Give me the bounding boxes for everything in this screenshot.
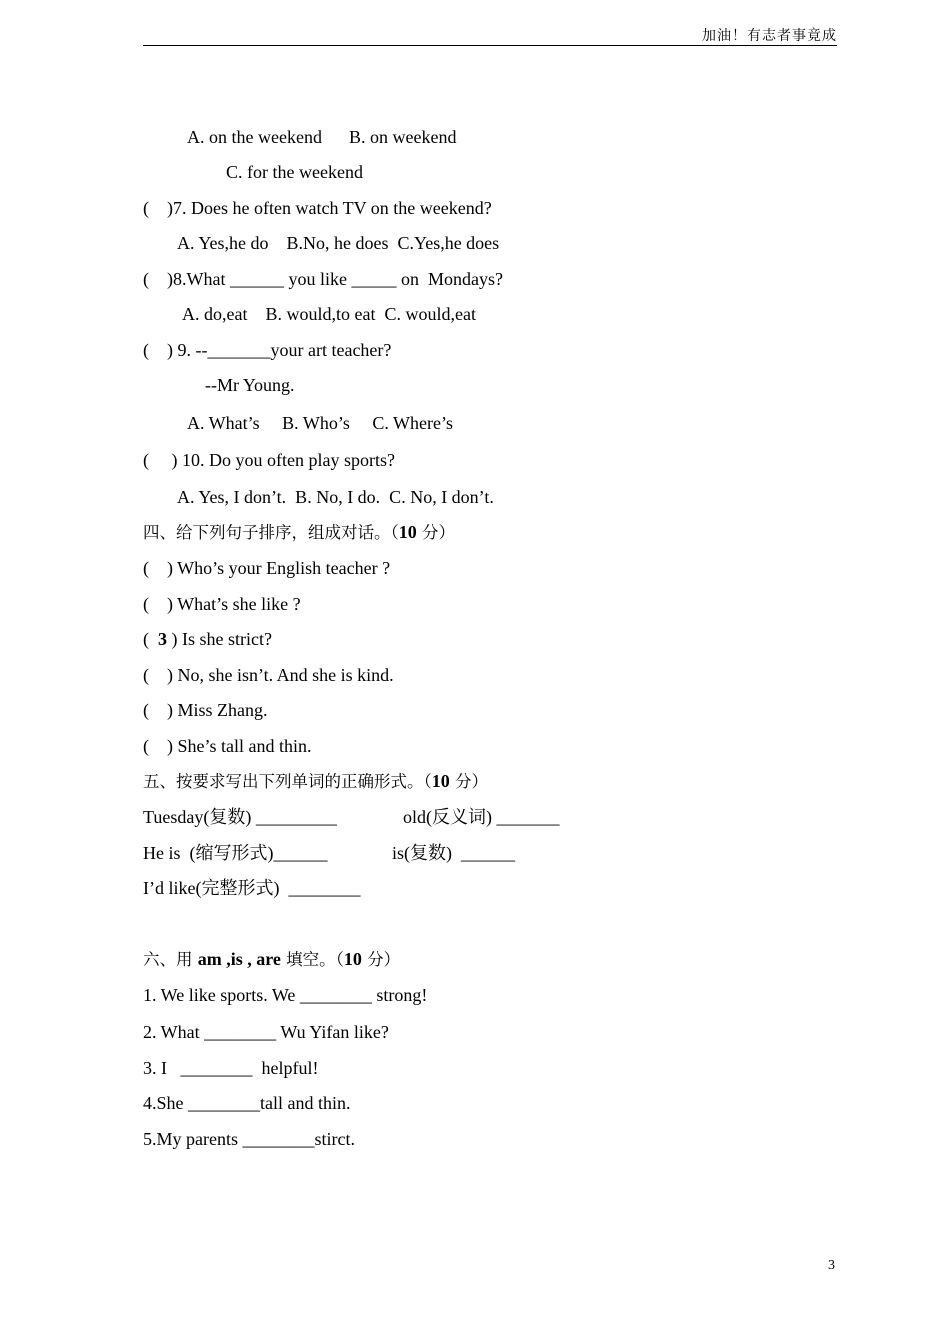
dialogue-line: ( ) What’s she like ? bbox=[143, 594, 301, 614]
q10-options: A. Yes, I don’t. B. No, I do. C. No, I don’t. bbox=[177, 487, 494, 507]
q6-option-a: A. on the weekend bbox=[187, 127, 322, 147]
answer-blank[interactable]: ( ) bbox=[143, 269, 173, 289]
q8-options: A. do,eat B. would,to eat C. would,eat bbox=[182, 304, 476, 324]
order-blank[interactable]: ( ) bbox=[143, 736, 173, 756]
question-9 bbox=[143, 339, 391, 361]
q9-options: A. What’s B. Who’s C. Where’s bbox=[187, 413, 453, 433]
dialogue-line: ( 3 ) Is she strict? bbox=[143, 629, 272, 649]
answer-blank[interactable]: ( ) bbox=[143, 340, 173, 360]
order-blank[interactable]: ( ) bbox=[143, 665, 173, 685]
fill-in-item[interactable]: 2. What ________ Wu Yifan like? bbox=[143, 1022, 389, 1042]
word-form-item[interactable]: is(复数) ______ bbox=[392, 843, 515, 863]
order-blank[interactable]: ( ) bbox=[143, 558, 173, 578]
q7-options: A. Yes,he do B.No, he does C.Yes,he does bbox=[177, 233, 500, 253]
q9-answer: --Mr Young. bbox=[205, 375, 295, 395]
word-form-item[interactable]: He is (缩写形式)______ bbox=[143, 843, 328, 863]
header-divider bbox=[143, 45, 837, 46]
order-blank[interactable]: ( ) bbox=[143, 700, 173, 720]
question-text: 8.What ______ you like _____ on Mondays? bbox=[173, 269, 503, 289]
answer-blank[interactable]: ( ) bbox=[143, 450, 178, 470]
answer-blank[interactable]: ( ) bbox=[143, 198, 173, 218]
section6-title: 六、用 am ,is , are 填空。（10 分） bbox=[143, 949, 401, 969]
question-text: 7. Does he often watch TV on the weekend? bbox=[173, 198, 492, 218]
section4-title: 四、给下列句子排序，组成对话。（10 分） bbox=[143, 522, 455, 542]
order-blank[interactable]: ( ) bbox=[143, 594, 173, 614]
fill-in-item[interactable]: 5.My parents ________stirct. bbox=[143, 1129, 355, 1149]
q6-option-c: C. for the weekend bbox=[226, 162, 363, 182]
section5-title: 五、按要求写出下列单词的正确形式。（10 分） bbox=[143, 771, 488, 791]
word-form-item[interactable]: Tuesday(复数) _________ bbox=[143, 807, 337, 827]
header-slogan: 加油！有志者事竟成 bbox=[702, 28, 837, 44]
page-number: 3 bbox=[828, 1258, 835, 1273]
fill-in-item[interactable]: 4.She ________tall and thin. bbox=[143, 1093, 351, 1113]
word-form-item[interactable]: old(反义词) _______ bbox=[403, 807, 560, 827]
dialogue-line: ( ) Miss Zhang. bbox=[143, 700, 268, 720]
question-text: 9. --_______your art teacher? bbox=[173, 340, 392, 360]
fill-in-item[interactable]: 3. I ________ helpful! bbox=[143, 1058, 319, 1078]
dialogue-line: ( ) Who’s your English teacher ? bbox=[143, 558, 391, 578]
order-blank-open[interactable]: ( bbox=[143, 629, 158, 649]
dialogue-line: ( ) No, she isn’t. And she is kind. bbox=[143, 665, 394, 685]
question-7 bbox=[143, 197, 492, 219]
fill-in-item[interactable]: 1. We like sports. We ________ strong! bbox=[143, 985, 428, 1005]
question-8 bbox=[143, 268, 503, 290]
question-10 bbox=[143, 449, 395, 471]
dialogue-line: ( ) She’s tall and thin. bbox=[143, 736, 312, 756]
question-text: 10. Do you often play sports? bbox=[177, 450, 395, 470]
q6-option-b: B. on weekend bbox=[349, 127, 457, 147]
word-form-item[interactable]: I’d like(完整形式) ________ bbox=[143, 878, 361, 898]
order-number: 3 bbox=[158, 629, 167, 649]
